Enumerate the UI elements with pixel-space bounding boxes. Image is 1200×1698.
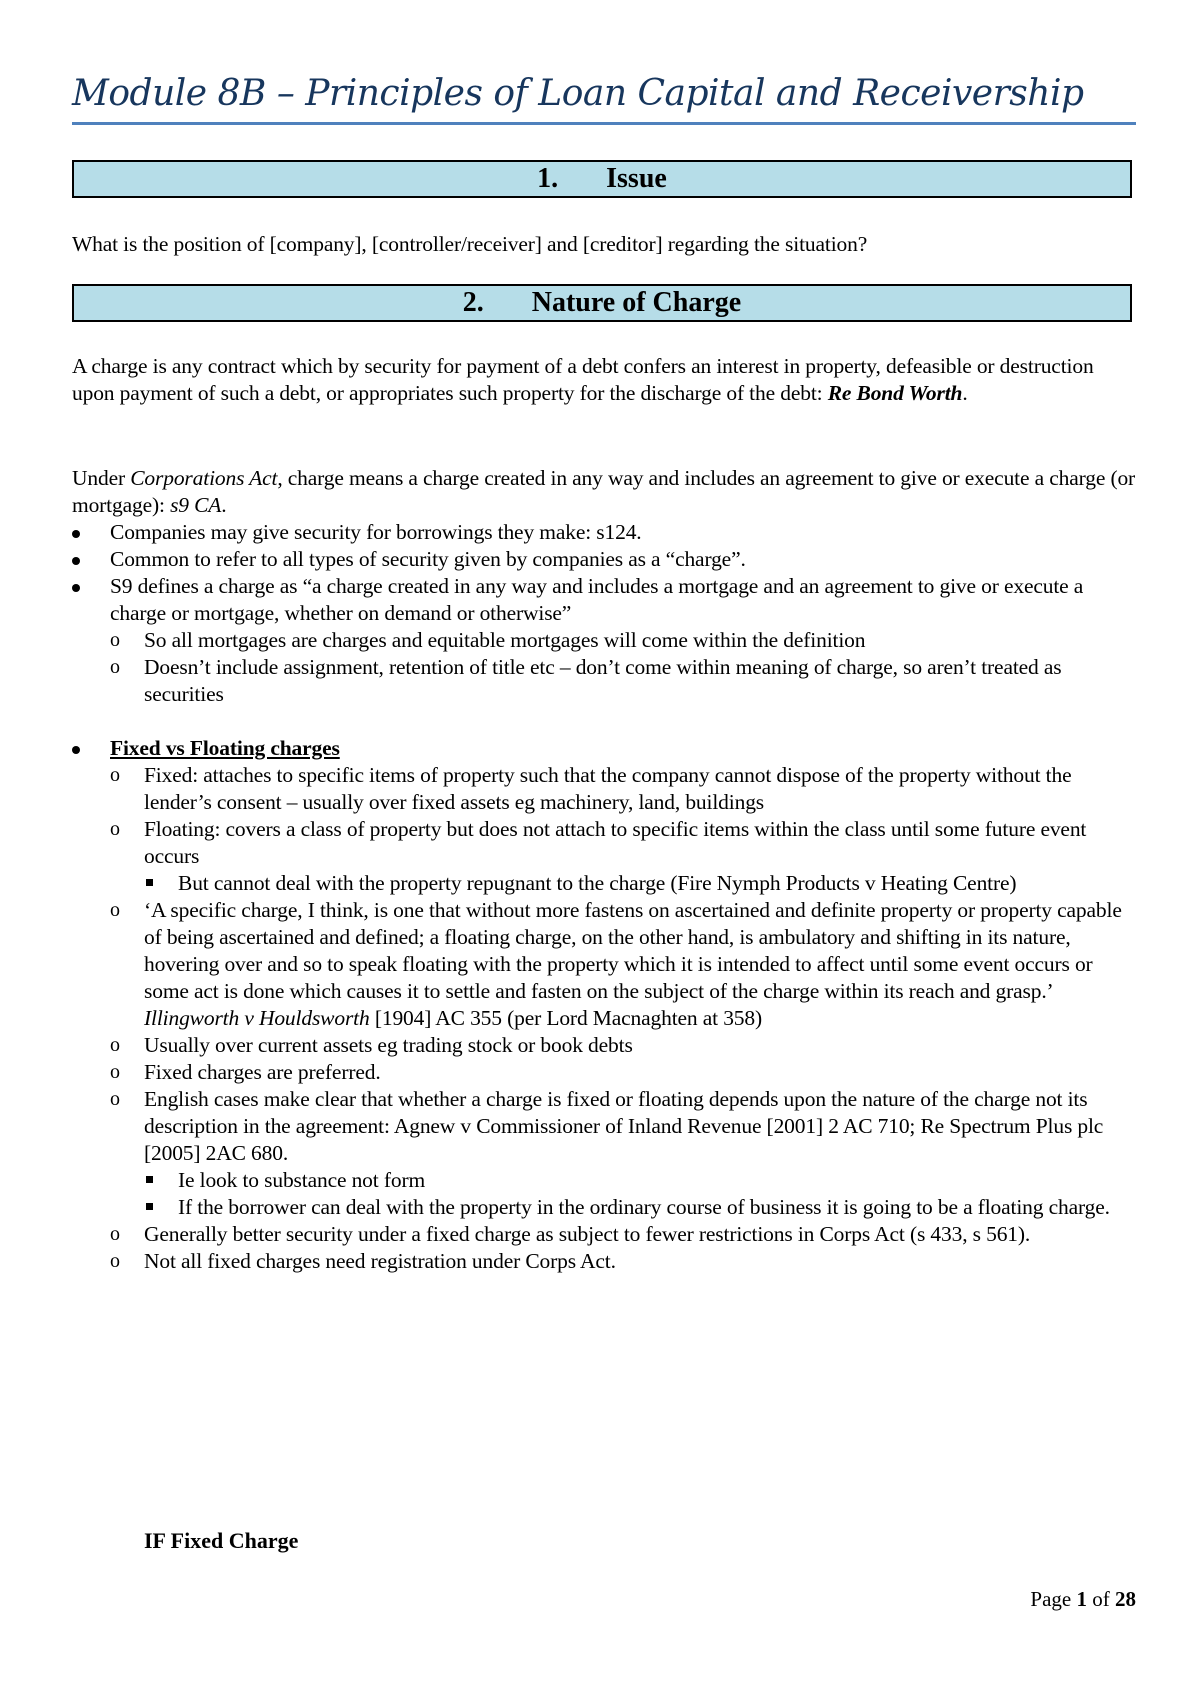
square-bullet-icon xyxy=(146,879,153,886)
circle-bullet-icon: o xyxy=(110,764,120,786)
sub-list-item xyxy=(110,627,1136,654)
sub-list-item xyxy=(110,1032,1136,1059)
list-item-text: Ie look to substance not form xyxy=(178,1168,426,1192)
list-item-text: English cases make clear that whether a charge is fixed or floating depends upon the nature of the charge not its description in the agreement: Agnew v Commissioner of Inland Revenue [2001] 2 AC 710; Re Spectrum Plus plc [2005] 2AC 680. xyxy=(144,1087,1104,1165)
bullet-icon xyxy=(72,746,80,754)
paragraph-end: . xyxy=(962,381,968,405)
list-item-text: If the borrower can deal with the property in the ordinary course of business it is going to be a floating charge. xyxy=(178,1195,1110,1219)
sub-list xyxy=(110,762,1136,1275)
list-item-text: So all mortgages are charges and equitable mortgages will come within the definition xyxy=(144,628,866,652)
page-number-footer xyxy=(1002,1587,1136,1612)
section-title: Issue xyxy=(606,163,667,194)
list-item-text: Fixed: attaches to specific items of property such that the company cannot dispose of the property without the lender’s consent – usually over fixed assets eg machinery, land, buildings xyxy=(144,763,1072,814)
current-page: 1 xyxy=(1076,1587,1087,1611)
case-citation: Re Bond Worth xyxy=(827,381,963,405)
sub-list-item xyxy=(110,816,1136,897)
bullet-icon xyxy=(72,530,80,538)
circle-bullet-icon: o xyxy=(110,1223,120,1245)
sub-list-item xyxy=(110,897,1136,1032)
document-page xyxy=(72,0,1136,1698)
quote-text: ‘A specific charge, I think, is one that without more fastens on ascertained and definite property or property capable of being ascertained and defined; a floating charge, on the other hand, is ambulatory and shifting in its nature, hovering over and so to speak floating with the property which it is intended to affect until some event occurs or some act is done which causes it to settle and fasten on the subject of the charge within its reach and grasp.’ xyxy=(144,898,1122,1003)
list-item-text: Companies may give security for borrowings they make: s124. xyxy=(110,520,642,544)
sub-sub-list xyxy=(144,870,1136,897)
sub-sub-list xyxy=(144,1167,1136,1221)
bullet-icon xyxy=(72,557,80,565)
section-citation: s9 CA xyxy=(170,493,222,517)
list-item xyxy=(72,519,1136,546)
section-heading-issue xyxy=(72,160,1132,198)
subheading-if-fixed-charge: IF Fixed Charge xyxy=(144,1528,299,1553)
sub-list-item xyxy=(110,654,1136,708)
sub-sub-list-item xyxy=(144,870,1136,897)
bullet-icon xyxy=(72,584,80,592)
list-item xyxy=(72,546,1136,573)
case-citation: Illingworth v Houldsworth xyxy=(144,1006,370,1030)
list-spacer xyxy=(72,708,1136,735)
paragraph-text: , charge means a charge created in any way and includes an agreement to give or execute a charge (or mortgage): xyxy=(72,466,1136,517)
section-title: Nature of Charge xyxy=(531,287,742,318)
circle-bullet-icon: o xyxy=(110,629,120,651)
citation-text: [1904] AC 355 (per Lord Macnaghten at 358) xyxy=(369,1006,763,1030)
circle-bullet-icon: o xyxy=(110,656,120,678)
list-heading: Fixed vs Floating charges xyxy=(110,736,340,760)
act-name: Corporations Act xyxy=(130,466,278,490)
sub-list-item xyxy=(110,1221,1136,1248)
circle-bullet-icon: o xyxy=(110,1088,120,1110)
corporations-act-paragraph xyxy=(72,465,1136,519)
square-bullet-icon xyxy=(146,1203,153,1210)
issue-paragraph: What is the position of [company], [controller/receiver] and [creditor] regarding the situation? xyxy=(72,232,868,256)
list-item-text: Floating: covers a class of property but does not attach to specific items within the class until some future event occurs xyxy=(144,817,1087,868)
list-item-text: Usually over current assets eg trading stock or book debts xyxy=(144,1033,633,1057)
list-item-fixed-vs-floating xyxy=(72,735,1136,1275)
sub-list-item xyxy=(110,1086,1136,1221)
sub-list-item xyxy=(110,762,1136,816)
paragraph-text: Under xyxy=(72,466,131,490)
list-item-text: Generally better security under a fixed charge as subject to fewer restrictions in Corps Act (s 433, s 561). xyxy=(144,1222,1031,1246)
circle-bullet-icon: o xyxy=(110,899,120,921)
list-item-text: But cannot deal with the property repugnant to the charge (Fire Nymph Products v Heating Centre) xyxy=(178,871,1017,895)
circle-bullet-icon: o xyxy=(110,1250,120,1272)
charge-definition-paragraph xyxy=(72,353,1136,407)
section-heading-nature-of-charge xyxy=(72,284,1132,322)
circle-bullet-icon: o xyxy=(110,1061,120,1083)
footer-prefix: Page xyxy=(1030,1587,1077,1611)
list-item-text: Fixed charges are preferred. xyxy=(144,1060,381,1084)
circle-bullet-icon: o xyxy=(110,1034,120,1056)
sub-sub-list-item xyxy=(144,1167,1136,1194)
list-item-text: S9 defines a charge as “a charge created in any way and includes a mortgage and an agreement to give or execute a charge or mortgage, whether on demand or otherwise” xyxy=(110,574,1084,625)
list-item-text: Common to refer to all types of security given by companies as a “charge”. xyxy=(110,547,746,571)
section-number: 2. xyxy=(462,287,484,318)
sub-list-item xyxy=(110,1248,1136,1275)
list-item xyxy=(72,573,1136,708)
section-number: 1. xyxy=(537,163,559,194)
paragraph-end: . xyxy=(221,493,227,517)
paragraph-text: A charge is any contract which by security for payment of a debt confers an interest in property, defeasible or destruction upon payment of such a debt, or appropriates such property for the discharge of the debt: xyxy=(72,354,1094,405)
square-bullet-icon xyxy=(146,1176,153,1183)
sub-list xyxy=(110,627,1136,708)
document-title: Module 8B – Principles of Loan Capital and Receivership xyxy=(72,72,1136,125)
sub-sub-list-item xyxy=(144,1194,1136,1221)
circle-bullet-icon: o xyxy=(110,818,120,840)
total-pages: 28 xyxy=(1115,1587,1136,1611)
footer-of: of xyxy=(1087,1587,1115,1611)
list-item-text: Not all fixed charges need registration under Corps Act. xyxy=(144,1249,616,1273)
sub-list-item xyxy=(110,1059,1136,1086)
list-item-text: Doesn’t include assignment, retention of title etc – don’t come within meaning of charge, so aren’t treated as securities xyxy=(144,655,1062,706)
bullet-list xyxy=(72,519,1136,1275)
